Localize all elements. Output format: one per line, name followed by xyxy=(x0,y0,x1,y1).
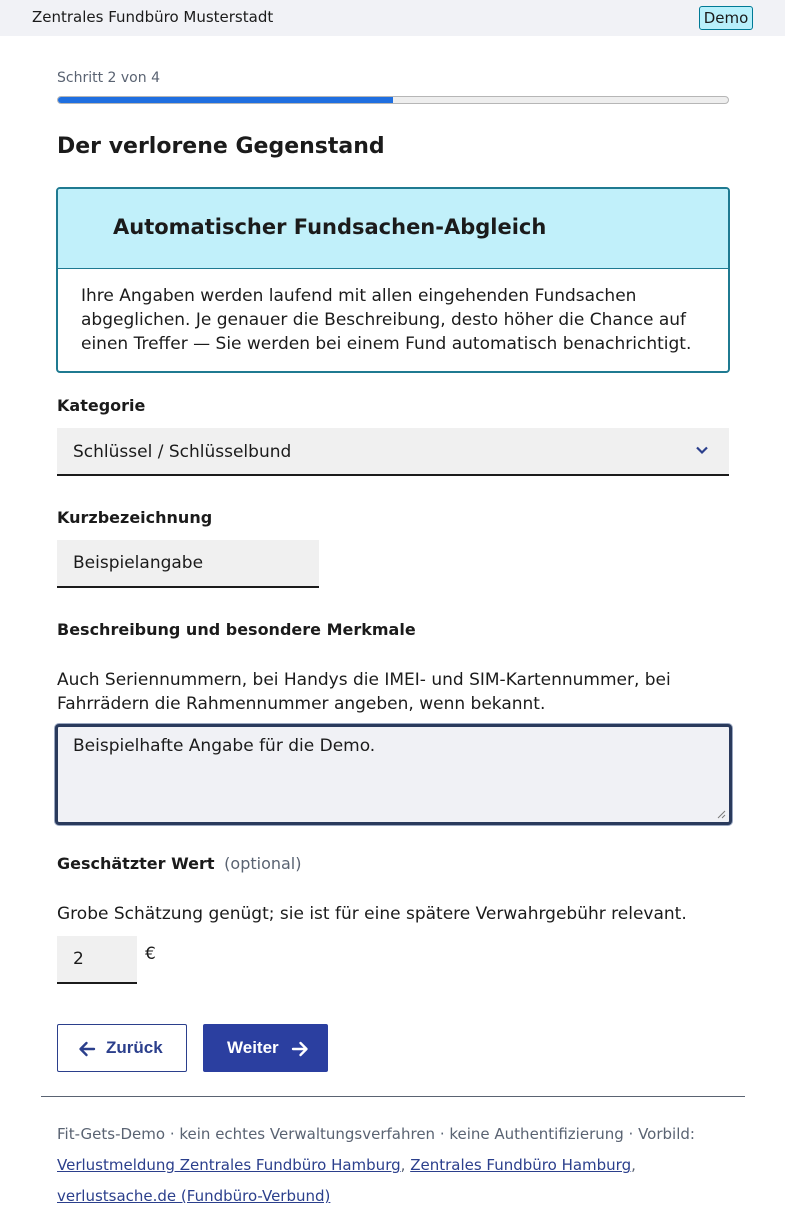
footer xyxy=(57,1119,737,1212)
category-select[interactable] xyxy=(57,428,729,476)
category-value: Schlüssel / Schlüsselbund xyxy=(73,442,292,462)
next-button[interactable] xyxy=(203,1024,328,1072)
progress-fill xyxy=(58,97,393,103)
progress-bar xyxy=(57,96,729,104)
description-label: Beschreibung und besondere Merkmale xyxy=(57,620,416,639)
top-bar xyxy=(0,0,785,36)
value-label xyxy=(57,854,301,873)
short-name-value: Beispielangabe xyxy=(73,553,204,573)
arrow-left-icon xyxy=(78,1040,96,1058)
category-label: Kategorie xyxy=(57,396,146,415)
value-input[interactable] xyxy=(57,936,137,984)
footer-link-verlustmeldung[interactable]: Verlustmeldung Zentrales Fundbüro Hamburg xyxy=(57,1156,401,1174)
info-box-text: Ihre Angaben werden laufend mit allen eingehenden Fundsachen abgeglichen. Je genauer die Beschreibung, desto höher die Chance auf einen Treffer — Sie werden bei einem Fund automatisch benachrichtigt. xyxy=(81,286,692,354)
currency-unit: € xyxy=(145,944,156,964)
description-textarea[interactable] xyxy=(55,724,732,825)
footer-separator: , xyxy=(631,1156,636,1174)
short-name-input[interactable] xyxy=(57,540,319,588)
demo-badge: Demo xyxy=(699,6,753,30)
chevron-down-icon xyxy=(695,443,709,457)
description-hint: Auch Seriennummern, bei Handys die IMEI- und SIM-Kartennummer, bei Fahrrädern die Rahmennummer angeben, wenn bekannt. xyxy=(57,670,671,714)
back-button[interactable] xyxy=(57,1024,187,1072)
back-button-label: Zurück xyxy=(106,1038,163,1057)
info-box-title: Automatischer Fundsachen-Abgleich xyxy=(113,215,547,239)
value-label-text: Geschätzter Wert xyxy=(57,854,215,873)
info-box xyxy=(56,187,730,373)
footer-separator: , xyxy=(400,1156,406,1174)
step-indicator: Schritt 2 von 4 xyxy=(57,70,160,86)
footer-divider xyxy=(41,1096,745,1097)
short-name-label: Kurzbezeichnung xyxy=(57,508,213,527)
next-button-label: Weiter xyxy=(227,1038,279,1057)
arrow-right-icon xyxy=(291,1040,309,1058)
footer-text: Fit-Gets-Demo · kein echtes Verwaltungsverfahren · keine Authentifizierung · Vorbild: xyxy=(57,1125,695,1143)
optional-tag: (optional) xyxy=(224,854,302,873)
value-input-value: 2 xyxy=(73,949,84,969)
description-value: Beispielhafte Angabe für die Demo. xyxy=(73,736,376,756)
value-hint: Grobe Schätzung genügt; sie ist für eine spätere Verwahrgebühr relevant. xyxy=(57,904,687,924)
info-box-header xyxy=(58,189,728,269)
footer-link-fundbuero[interactable]: Zentrales Fundbüro Hamburg xyxy=(410,1156,632,1174)
site-title: Zentrales Fundbüro Musterstadt xyxy=(32,8,274,26)
page-title: Der verlorene Gegenstand xyxy=(57,134,385,159)
resize-grip-icon[interactable] xyxy=(716,809,726,819)
footer-link-verlustsache[interactable]: verlustsache.de (Fundbüro-Verbund) xyxy=(57,1187,331,1205)
